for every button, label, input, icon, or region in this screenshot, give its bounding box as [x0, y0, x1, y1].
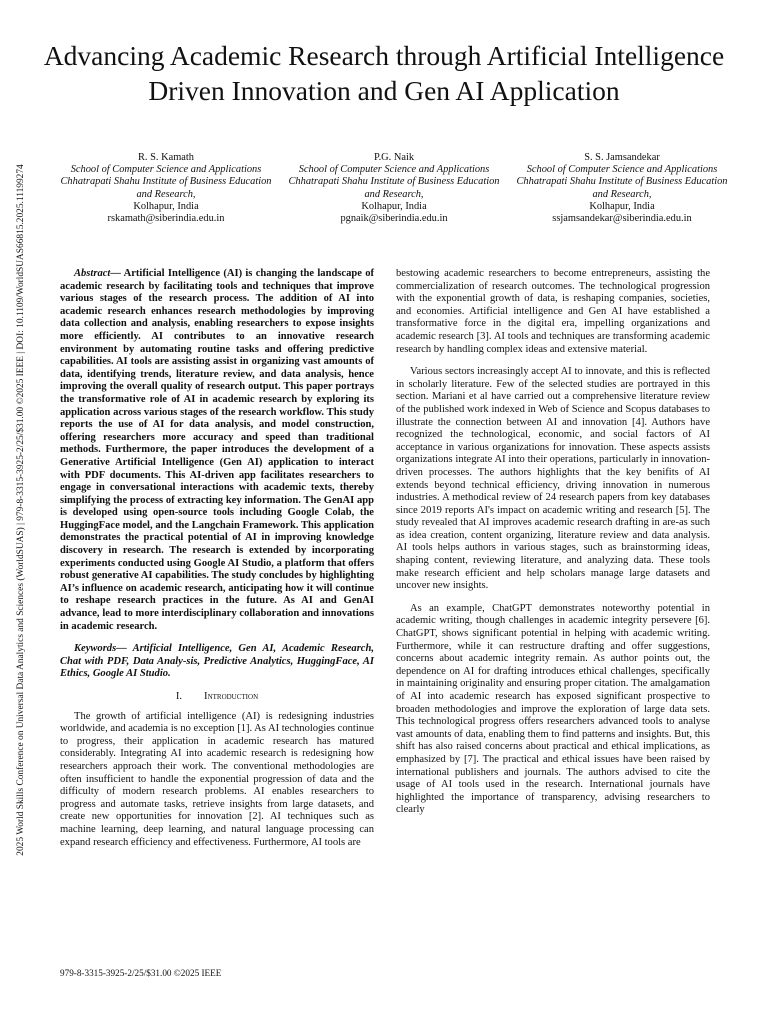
author-email[interactable]: pgnaik@siberindia.edu.in	[340, 213, 448, 225]
author-2	[288, 152, 500, 225]
author-city: Kolhapur, India	[589, 200, 655, 212]
author-name: P.G. Naik	[373, 152, 415, 163]
left-column	[60, 268, 374, 849]
abstract-label: Abstract—	[74, 268, 121, 279]
author-email[interactable]: rskamath@siberindia.edu.in	[107, 213, 225, 225]
keywords	[60, 643, 374, 681]
author-dept: School of Computer Science and Applications	[298, 164, 490, 176]
author-name: S. S. Jamsandekar	[584, 152, 660, 163]
intro-paragraph-4: As an example, ChatGPT demonstrates noteworthy potential in academic writing, though challenges in academic integrity persevere [6]. ChatGPT, shows significant potential in helping with academic writing. Furthermore, while it can restructure drafting and offer suggestions, concerns about academic integrity remain. As author points out, the dependence on AI for drafting introduces ethical challenges, specifically in maintaining originality and ensuring proper citation. The amalgamation of AI into academic research has exposed significant prospective to broaden methodologies and improve the exploration of large data sets. This technological progress offers researchers advanced tools to analyse vast amounts of data, enabling them to find patterns and insights. But, this shift has also raised concerns about practical and ethical implications, as emphasized by [7]. The practical and ethical issues have been raised by international publishers and journals. The authors advised to cite the usage of AI tools used in the research. International journals have highlighted the importance of transparency, advising researchers to clearly	[396, 602, 710, 816]
author-3	[516, 152, 728, 225]
abstract	[60, 268, 374, 633]
doi-sidebar	[12, 150, 30, 870]
section-title: Introduction	[204, 691, 259, 702]
right-column	[396, 268, 710, 817]
keywords-text: Artificial Intelligence, Gen AI, Academic Research, Chat with PDF, Data Analy-sis, Predictive Analytics, HuggingFace, AI Ethics, Google AI Studio.	[60, 643, 374, 680]
author-block	[60, 152, 728, 225]
intro-paragraph-3: Various sectors increasingly accept AI to innovate, and this is reflected in scholarly literature. Few of the selected studies are portrayed in this section. Mariani et al have carried out a comprehensive literature review of the published work indexed in Web of Science and Scopus databases to illustrate the connection between AI and innovation [4]. Authors have recognized the technological, economic, and social factors of AI acceptance in various organizations for innovation. These aspects assists organizations integrate AI into their operations, particularly in innovation-driven processes. The authors highlights that the key benifits of AI extends beyond technical efficiency, driving innovation in numerous industries. A methodical review of 24 research papers from key databases since 2019 reports AI's impact on academic writing and research [5]. The study revealed that AI improves academic research drafting in are-as such as idea creation, content organizing, literature review and data analysis. AI tools helps authors in various stages, such as brainstorming ideas, shaping content, reviewing literature, and analyzing data. These tools make research efficient and help scholars manage large datasets and uncover new insights.	[396, 366, 710, 592]
author-1	[60, 152, 272, 225]
author-inst: Chhatrapati Shahu Institute of Business Education and Research,	[60, 176, 272, 200]
section-heading	[60, 691, 374, 704]
abstract-text: Artificial Intelligence (AI) is changing the landscape of academic research by facilitating tools and techniques that improve various stages of the research process. The addition of AI into academic research enhances research methodologies by improving data collection and analysis, enabling researchers to expose insights more efficiently. AI contributes to an innovative research environment by automating routine tasks and offering predictive capabilities. AI tools are assisting assist in organizing vast amounts of data, identifying trends, literature review, and data analysis, hence improving the overall quality of research output. This paper portrays the transformative role of AI in academic research by exploring its application across various stages of the research workflow. This study reports the use of AI for data analysis, and model construction, offering researchers more accuracy and speed than traditional methods. Furthermore, the paper introduces the development of a Generative Artificial Intelligence (Gen AI) application to interact with PDF documents. This AI-driven app facilitates researchers to engage in conversational interactions with academic texts, thereby simplifying the process of extracting key information. The GenAI app is developed using open-source tools including Google Colab, the HuggingFace model, and the Langchain Framework. This application demonstrates the practical potential of AI in improving knowledge discovery in research. The research is extended by incorporating experiments conducted using Google AI Studio, a platform that offers robust generative AI capabilities. The study concludes by highlighting AI’s influence on academic research, anticipating how it will continue to reshape research practices in the future. As AI and GenAI advance, lead to more interdisciplinary collaboration and innovations in academic research.	[60, 268, 374, 632]
paper-title: Advancing Academic Research through Artificial Intelligence Driven Innovation and Gen AI Application	[43, 40, 725, 106]
author-inst: Chhatrapati Shahu Institute of Business Education and Research,	[288, 176, 500, 200]
intro-paragraph-2: bestowing academic researchers to become entrepreneurs, assisting the commercialization of research outcomes. The technological progression with the exponential growth of data, is reshaping companies, societies, and economies. Artificial intelligence and Gen AI have established a transformative force in the digital era, impelling organizations and academic research [3]. AI tools and techniques are transforming academic research by handling complex ideas and extensive material.	[396, 268, 710, 355]
author-city: Kolhapur, India	[133, 200, 199, 212]
section-number: I.	[175, 691, 183, 702]
author-name: R. S. Kamath	[138, 152, 194, 163]
copyright-footer: 979-8-3315-3925-2/25/$31.00 ©2025 IEEE	[60, 968, 222, 978]
author-city: Kolhapur, India	[361, 200, 427, 212]
author-inst: Chhatrapati Shahu Institute of Business Education and Research,	[516, 176, 728, 200]
author-dept: School of Computer Science and Applications	[526, 164, 718, 176]
keywords-label: Keywords—	[74, 643, 127, 655]
author-email[interactable]: ssjamsandekar@siberindia.edu.in	[552, 213, 692, 225]
intro-paragraph-1: The growth of artificial intelligence (AI) is redesigning industries worldwide, and academia is no exception [1]. As AI technologies continue to progress, their application in academic research has matured considerably. Integrating AI into academic research is redesigning how researchers approach their work. The conventional methodologies are often insufficient to handle the exponential progression of data and the difficulty of modern research problems. AI enables researchers to progress and automate tasks, retrieve insights from large datasets, and create new opportunities for innovation [2]. AI techniques such as machine learning, deep learning, and natural language processing can expand research efficiency and effectiveness. Furthermore, AI tools are	[60, 710, 374, 848]
author-dept: School of Computer Science and Applications	[70, 164, 262, 176]
sidebar-text: 2025 World Skills Conference on Universal Data Analytics and Sciences (WorldSUAS) | 979-8-3315-3925-2/25/$31.00 ©2025 IEEE | DOI: 10.1109/WorldSUAS66815.2025.11199274	[16, 164, 26, 856]
